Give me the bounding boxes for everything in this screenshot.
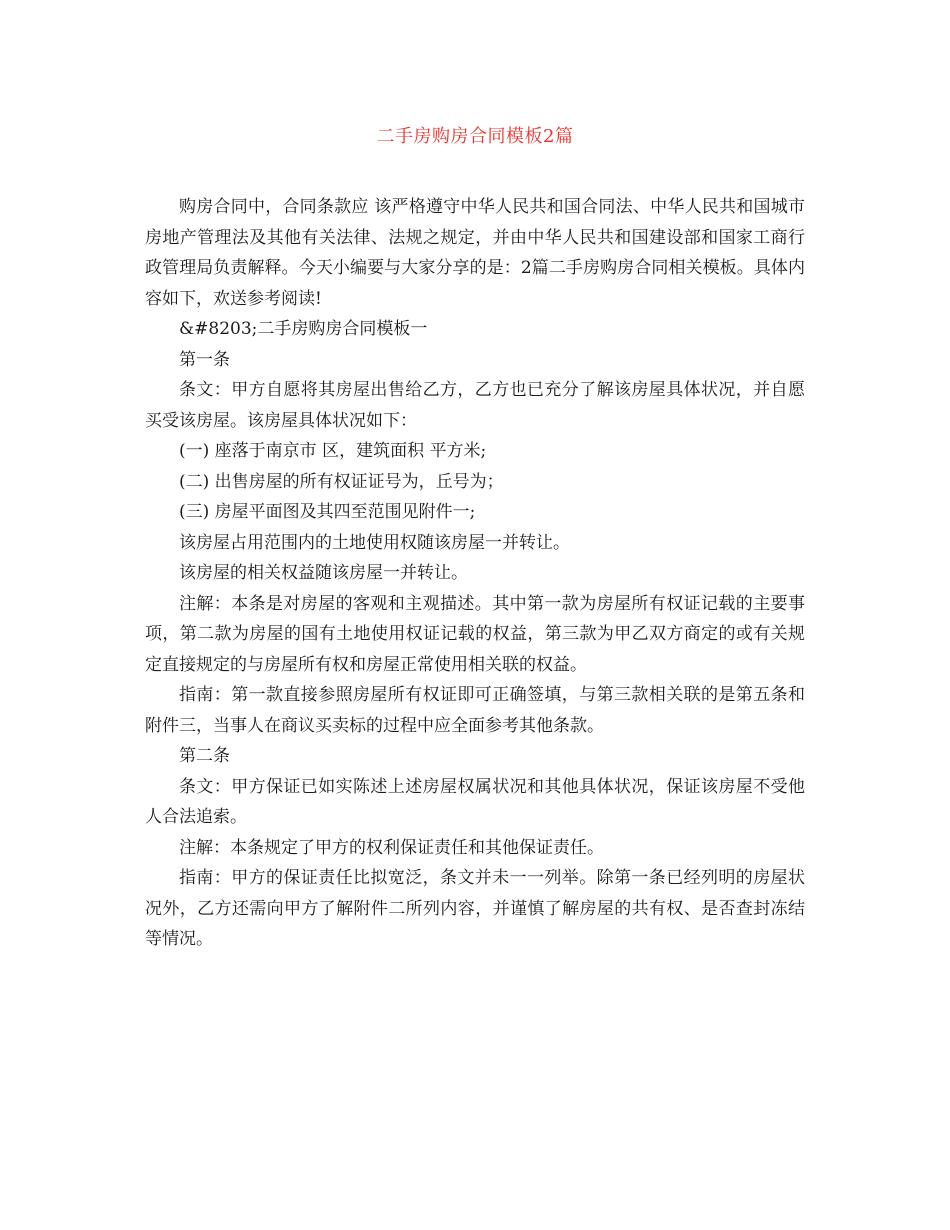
annotation-paragraph: 注解：本条规定了甲方的权利保证责任和其他保证责任。 — [179, 837, 604, 858]
article-text: 条文：甲方保证已如实陈述上述房屋权属状况和其他具体状况，保证该房屋不受他人合法追索。 — [145, 776, 805, 827]
article-heading: 第二条 — [179, 746, 230, 766]
article-text: 条文：甲方自愿将其房屋出售给乙方，乙方也已充分了解该房屋具体状况，并自愿买受该房屋。该房屋具体状况如下： — [145, 380, 805, 431]
document-body — [145, 192, 805, 955]
list-item: (三) 房屋平面图及其四至范围见附件一; — [179, 502, 476, 522]
list-item: (一) 座落于南京市 区，建筑面积 平方米; — [179, 441, 487, 461]
article-text: 该房屋的相关权益随该房屋一并转让。 — [179, 563, 468, 583]
article-text: 该房屋占用范围内的土地使用权随该房屋一并转让。 — [179, 532, 570, 553]
guide-paragraph: 指南：甲方的保证责任比拟宽泛，条文并未一一列举。除第一条已经列明的房屋状况外，乙方还需向甲方了解附件二所列内容，并谨慎了解房屋的共有权、是否查封冻结等情况。 — [145, 868, 805, 949]
section-heading: &#8203;二手房购房合同模板一 — [179, 319, 428, 339]
guide-paragraph: 指南：第一款直接参照房屋所有权证即可正确签填，与第三款相关联的是第五条和附件三，当事人在商议买卖标的过程中应全面参考其他条款。 — [145, 685, 805, 736]
intro-paragraph: 购房合同中，合同条款应 该严格遵守中华人民共和国合同法、中华人民共和国城市房地产管理法及其他有关法律、法规之规定，并由中华人民共和国建设部和国家工商行政管理局负责解释。今天小编要与大家分享的是：2篇二手房购房合同相关模板。具体内容如下，欢送参考阅读! — [145, 197, 805, 309]
article-heading: 第一条 — [179, 349, 230, 370]
document-title: 二手房购房合同模板2篇 — [376, 126, 574, 147]
annotation-paragraph: 注解：本条是对房屋的客观和主观描述。其中第一款为房屋所有权证记载的主要事项，第二款为房屋的国有土地使用权证记载的权益，第三款为甲乙双方商定的或有关规定直接规定的与房屋所有权和房屋正常使用相关联的权益。 — [145, 593, 805, 675]
list-item: (二) 出售房屋的所有权证证号为，丘号为； — [179, 471, 504, 492]
